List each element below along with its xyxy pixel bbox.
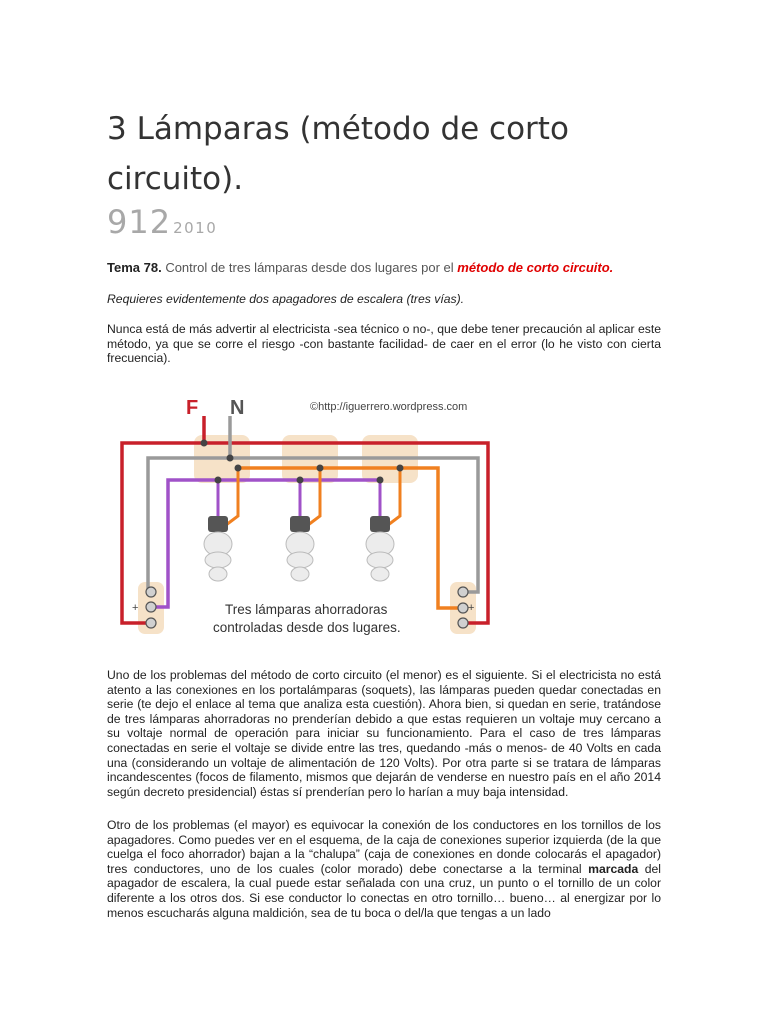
article-title: 3 Lámparas (método de corto circuito). — [107, 111, 569, 197]
topic-text: Control de tres lámparas desde dos lugares por el — [165, 260, 454, 275]
problem-paragraph-2 — [107, 818, 661, 920]
wiring-diagram — [110, 388, 500, 638]
problem-text-bold: marcada — [588, 861, 639, 876]
watermark: ©http://iguerrero.wordpress.com — [310, 401, 468, 413]
plus-right: + — [468, 602, 475, 614]
topic-heading — [107, 260, 667, 275]
lamp-1 — [204, 468, 238, 581]
intro-paragraph: Requieres evidentemente dos apagadores de escalera (tres vías). — [107, 292, 465, 306]
post-date-year: 2010 — [173, 219, 218, 237]
purple-wire — [155, 480, 380, 607]
plus-left: + — [132, 602, 139, 614]
label-f: F — [186, 397, 199, 419]
caption-line-1: Tres lámparas ahorradoras — [225, 602, 388, 617]
lamp-2 — [286, 468, 320, 581]
topic-highlight: método de corto circuito. — [457, 260, 614, 275]
post-date — [107, 203, 217, 241]
post-date-day: 912 — [107, 203, 172, 241]
orange-wire — [238, 468, 464, 608]
problem-paragraph-1: Uno de los problemas del método de corto circuito (el menor) es el siguiente. Si el electricista no está atento a las conexiones en los portalámparas (soquets), las lámparas pueden quedar conectadas en serie (te dejo el enlace al tema que analiza esta cuestión). Ahora bien, si quedan en serie, tratándose de tres lámparas ahorradoras no prenderían debido a que estas requieren un voltaje muy cercano a su voltaje normal de operación para iniciar su funcionamiento. Para el caso de tres lámparas conectadas en serie el voltaje se divide entre las tres, quedando -más o menos- de 40 Volts en cada una (considerando un voltaje de alimentación de 120 Volts). Por otra parte si se tratara de lámparas incandescentes (focos de filamento, mismos que dejarán de venderse en nuestro país en el año 2014 según decreto presidencial) éstas sí prenderían pero lo harían a muy baja intensidad. — [107, 668, 661, 799]
warning-paragraph: Nunca está de más advertir al electricista -sea técnico o no-, que debe tener precaución al aplicar este método, ya que se corre el riesgo -con bastante facilidad- de caer en el error (lo he visto con cierta frecuencia). — [107, 322, 661, 366]
label-n: N — [230, 397, 245, 419]
problem-text-before: Otro de los problemas (el mayor) es equivocar la conexión de los conductores en los tornillos de los apagadores. Como puedes ver en el esquema, de la caja de conexiones superior izquierda (de la que cuelga el foco ahorrador) bajan a la “chalupa” (caja de conexiones en donde colocarás el apagador) tres conductores, uno de los cuales (color morado) debe conectarse a la terminal — [107, 818, 661, 876]
lamp-3 — [366, 468, 400, 581]
caption-line-2: controladas desde dos lugares. — [213, 620, 401, 635]
problem-text-after: del apagador de escalera, la cual puede estar señalada con una cruz, un punto o el tornillo de un color diferente a los otros dos. Si ese conductor lo conectas en otro tornillo… bueno… al energizar por lo menos escucharás alguna maldición, sea de tu boca o del/la que tengas a un lado — [107, 861, 662, 920]
topic-label: Tema 78. — [107, 260, 162, 275]
